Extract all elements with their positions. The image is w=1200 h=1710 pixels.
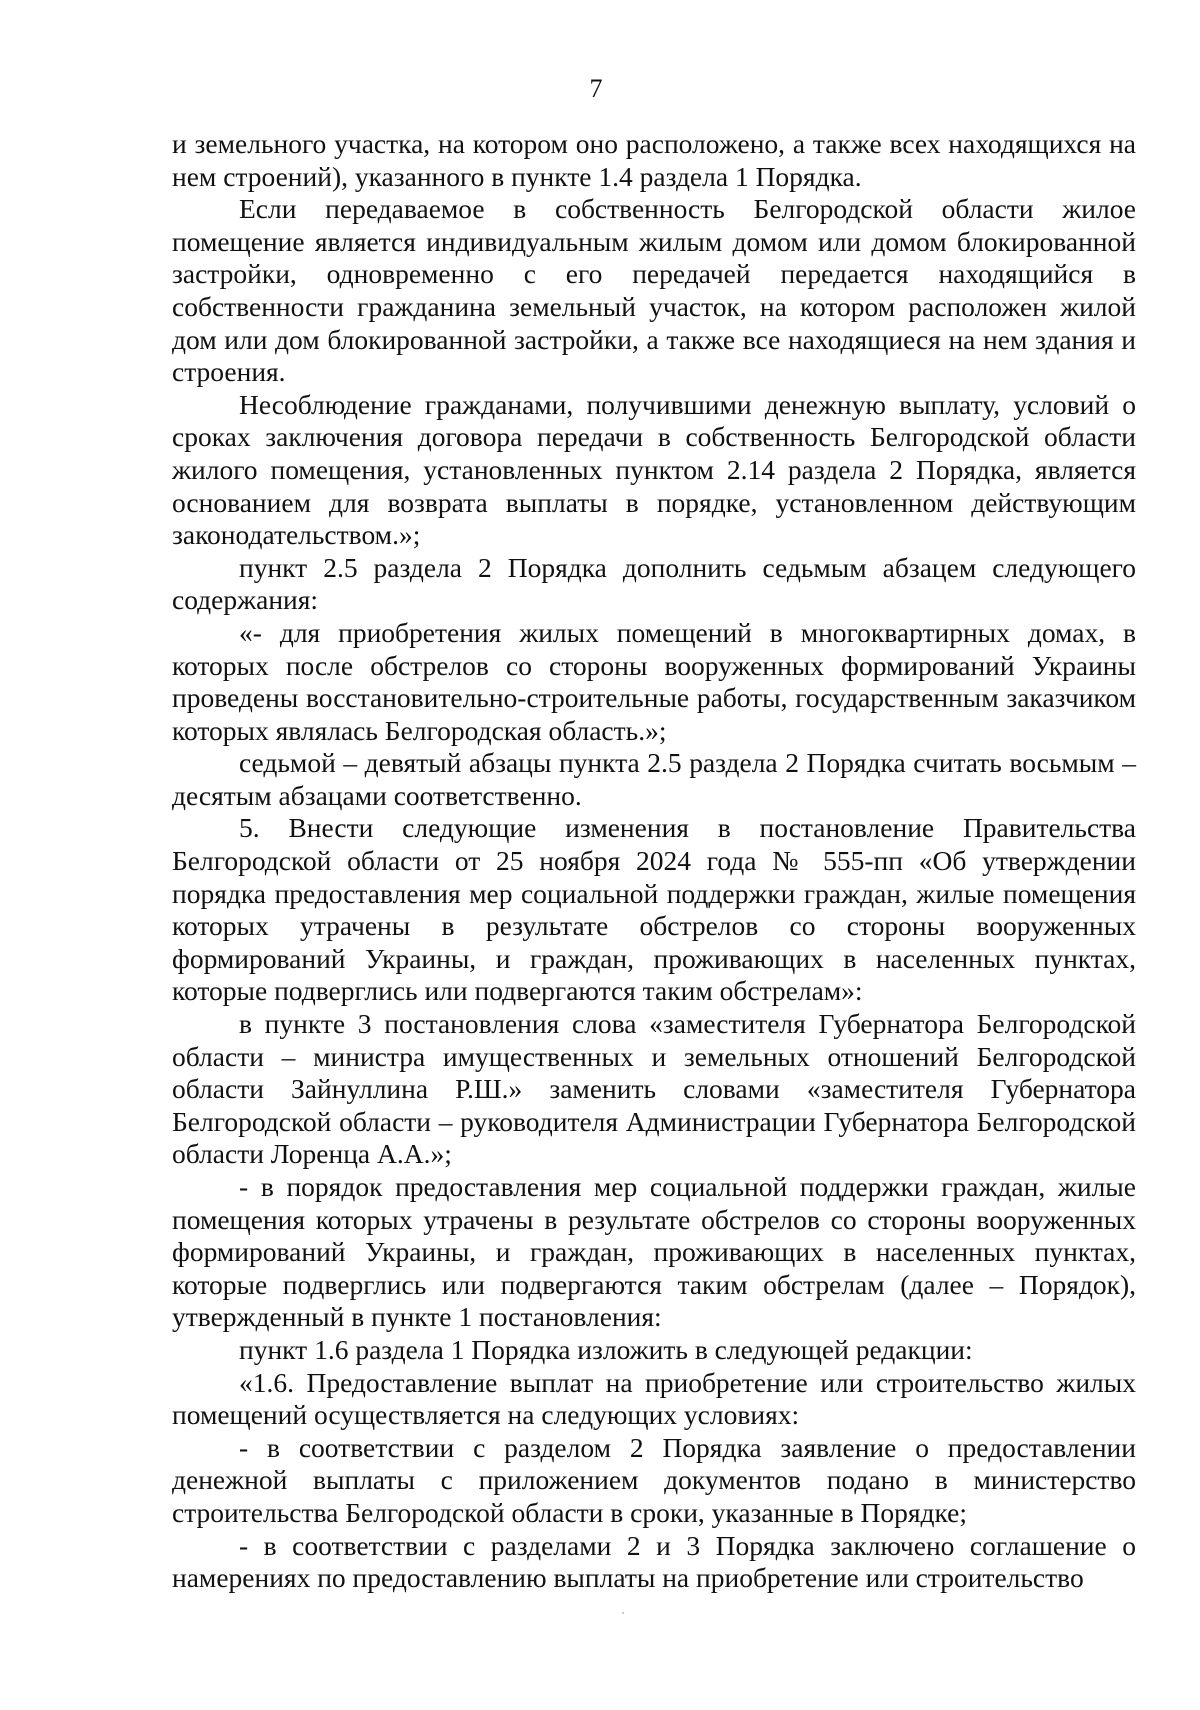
paragraph-condition-application: - в соответствии с разделом 2 Порядка заявление о предоставлении денежной выплаты с приложением документов подано в министерство строительства Белгородской области в сроки, указанные в Порядке; [172, 1431, 1136, 1528]
paragraph-clause-2-5-addition: пункт 2.5 раздела 2 Порядка дополнить седьмым абзацем следующего содержания: [172, 551, 1136, 616]
paragraph-procedure-changes: - в порядок предоставления мер социальной поддержки граждан, жилые помещения которых утрачены в результате обстрелов со стороны вооруженных формирований Украины, и граждан, проживающих в населенных пунктах, которые подверглись или подвергаются таким обстрелам (далее – Порядок), утвержденный в пункте 1 постановления: [172, 1171, 1136, 1333]
paragraph-continuation: и земельного участка, на котором оно расположено, а также всех находящихся на нем строений), указанного в пункте 1.4 раздела 1 Порядка. [172, 128, 1136, 192]
paragraph-condition-agreement: - в соответствии с разделами 2 и 3 Порядка заключено соглашение о намерениях по предоставлению выплаты на приобретение или строительство [172, 1529, 1136, 1594]
page-number: 7 [589, 74, 603, 103]
paragraph-clause-1-6-restate: пункт 1.6 раздела 1 Порядка изложить в следующей редакции: [239, 1333, 973, 1365]
paragraph-land-plot-transfer: Если передаваемое в собственность Белгородской области жилое помещение является индивидуальным жилым домом или домом блокированной застройки, одновременно с его передачей передается находящийся в собственности гражданина земельный участок, на котором расположен жилой дом или дом блокированной застройки, а также все находящиеся на нем здания и строения. [172, 193, 1136, 388]
paragraph-clause-3-words: в пункте 3 постановления слова «заместителя Губернатора Белгородской области – министра имущественных и земельных отношений Белгородской области Зайнуллина Р.Ш.» заменить словами «заместителя Губернатора Белгородской области – руководителя Администрации Губернатора Белгородской области Лоренца А.А.»; [172, 1008, 1136, 1170]
document-body [172, 128, 1136, 1595]
paragraph-renumbering: седьмой – девятый абзацы пункта 2.5 раздела 2 Порядка считать восьмым – десятым абзацами соответственно. [172, 747, 1136, 811]
paragraph-quoted-addition: «- для приобретения жилых помещений в многоквартирных домах, в которых после обстрелов со стороны вооруженных формирований Украины проведены восстановительно-строительные работы, государственным заказчиком которых являлась Белгородская область.»; [172, 616, 1136, 746]
paragraph-noncompliance: Несоблюдение гражданами, получившими денежную выплату, условий о сроках заключения договора передачи в собственность Белгородской области жилого помещения, установленных пунктом 2.14 раздела 2 Порядка, является основанием для возврата выплаты в порядке, установленном действующим законодательством.»; [172, 388, 1136, 551]
scan-speck [622, 1612, 624, 1614]
paragraph-clause-1-6-text: «1.6. Предоставление выплат на приобретение или строительство жилых помещений осуществляется на следующих условиях: [172, 1366, 1136, 1431]
paragraph-item-5: 5. Внести следующие изменения в постановление Правительства Белгородской области от 25 ноября 2024 года № 555-пп «Об утверждении порядка предоставления мер социальной поддержки граждан, жилые помещения которых утрачены в результате обстрелов со стороны вооруженных формирований Украины, и граждан, проживающих в населенных пунктах, которые подверглись или подвергаются таким обстрелам»: [172, 812, 1136, 1007]
